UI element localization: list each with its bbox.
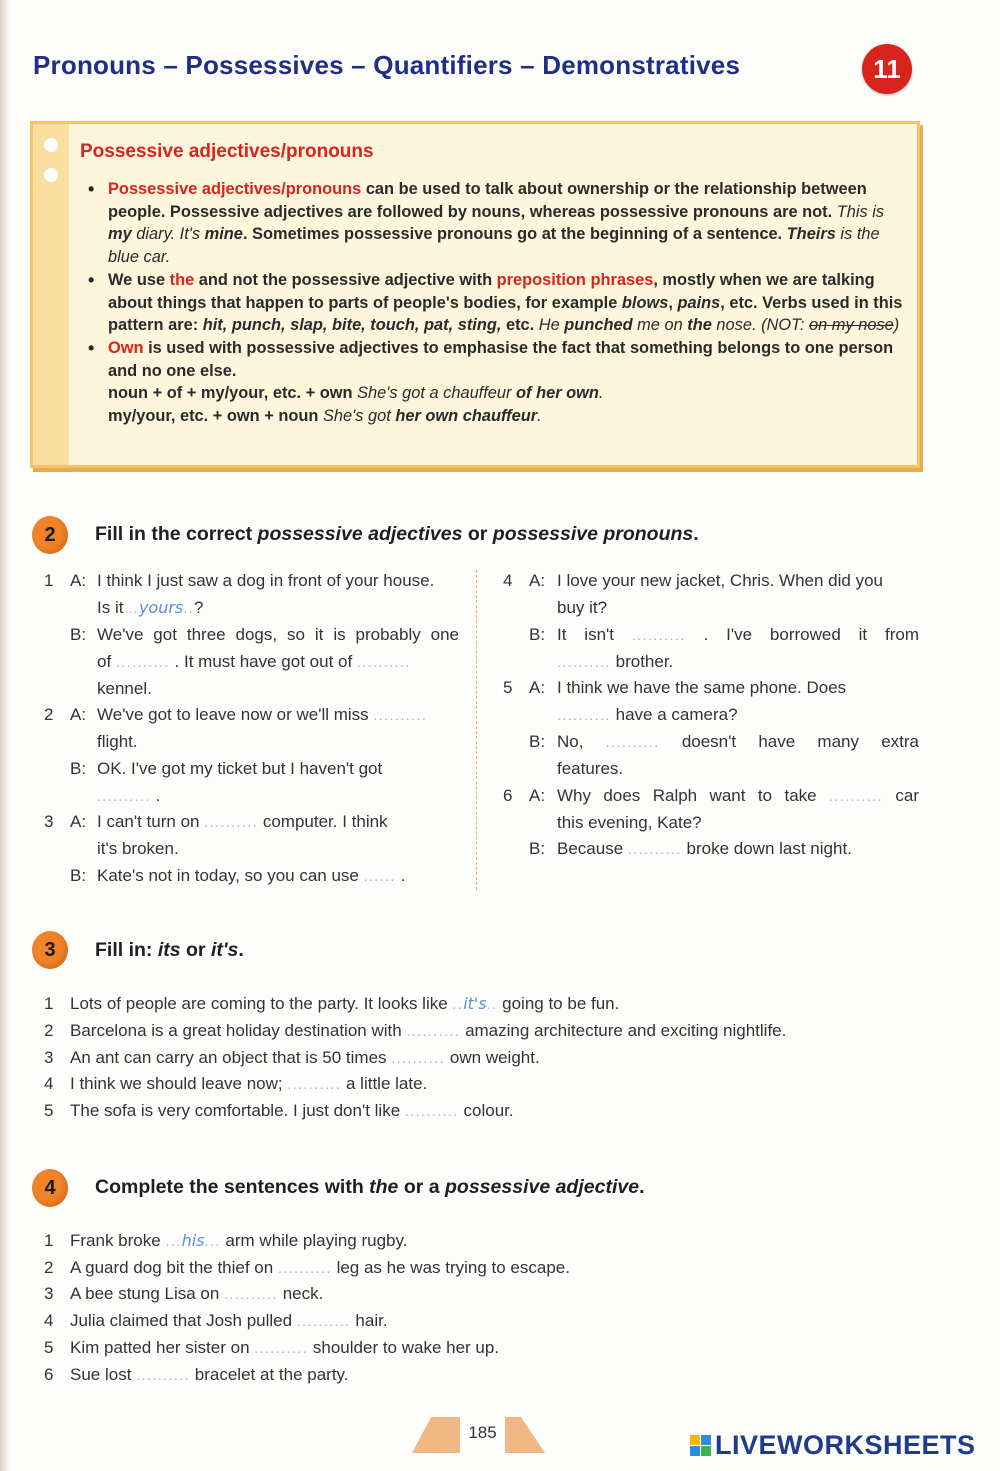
ex3-item: 4 I think we should leave now; .......... a little late. xyxy=(44,1074,428,1093)
ex2-q4-b-line1: It isn't .......... . I've borrowed it from xyxy=(557,622,919,649)
exercise-2-right-column: 4 A: I love your new jacket, Chris. When did you buy it? B: It isn't .......... . I've borrowed it from .......... brother. 5 A: I think we have the same phone. Does .......... have a camera? B: No, .......... doesn't have many extra features. 6 A: Why does Ralph want to take .......... car this evening, Kate? B: Because .......... broke down last night. xyxy=(503,568,923,868)
exercise-3-title: Fill in: its or it's. xyxy=(95,939,244,961)
ex4-item: 6 Sue lost .......... bracelet at the party. xyxy=(44,1365,349,1384)
binder-hole xyxy=(44,138,58,152)
unit-number-badge: 11 xyxy=(862,44,912,94)
answer-blank[interactable]: .......... xyxy=(277,1260,332,1276)
answer-blank[interactable]: .......... xyxy=(605,734,660,750)
answer-blank[interactable]: .......... xyxy=(204,814,259,830)
answer-blank[interactable]: .......... xyxy=(391,1050,446,1066)
answer-blank[interactable]: .......... xyxy=(373,707,428,723)
exercise-3-badge: 3 xyxy=(32,931,68,969)
answer-blank[interactable]: .......... xyxy=(224,1286,278,1302)
exercise-2-left-column: 1 A: I think I just saw a dog in front of your house. Is it ..yours..? B: We've got three dogs, so it is probably one of .......... . It must have got out of .......... kennel. 2 A: We've got to leave now or we'll miss .......... flight. B: OK. I've got my ticket but I haven't got .......... . 3 A: I can't turn on .......... computer. I think it's broken. B: Kate's not in today, so you can use ...... . xyxy=(44,568,464,898)
answer-blank[interactable]: .......... xyxy=(254,1340,309,1356)
answer-blank[interactable]: .......... xyxy=(557,654,611,670)
ex2-q3-b-line1: Kate's not in today, so you can use ...... . xyxy=(97,863,405,890)
exercise-2-badge: 2 xyxy=(32,516,68,554)
answer-blank[interactable]: ...... xyxy=(363,868,396,884)
answer-blank[interactable]: .......... xyxy=(627,841,682,857)
rule-own: • Own is used with possessive adjectives to emphasise the fact that something belongs to one person and no one else. noun + of + my/your, etc. + own She's got a chauffeur of her own. my/your, etc. + own + noun She's got her own chauffeur. xyxy=(85,337,911,428)
ex2-q1-a-line2: Is it ..yours..? xyxy=(97,598,204,617)
theory-box xyxy=(30,121,920,468)
ex4-item: 4 Julia claimed that Josh pulled .......... hair. xyxy=(44,1311,388,1330)
sample-answer: yours xyxy=(138,598,184,617)
ex3-item: 3 An ant can carry an object that is 50 times .......... own weight. xyxy=(44,1048,540,1067)
ex2-q6-a-line1: Why does Ralph want to take .......... car xyxy=(557,783,919,810)
liveworksheets-brand: LIVEWORKSHEETS xyxy=(715,1430,976,1460)
ex3-item: 1 Lots of people are coming to the party. It looks like ..it's.. going to be fun. xyxy=(44,994,620,1013)
exercise-4-title: Complete the sentences with the or a possessive adjective. xyxy=(95,1176,645,1198)
ex2-q5-a-line2: .......... have a camera? xyxy=(557,702,738,729)
page-edge xyxy=(0,0,10,1471)
ex2-q1-b-line2: of .......... . It must have got out of .......... xyxy=(97,649,411,676)
exercise-2-title: Fill in the correct possessive adjectives or possessive pronouns. xyxy=(95,523,699,545)
answer-blank[interactable]: .......... xyxy=(115,654,170,670)
answer-blank[interactable]: .......... xyxy=(557,707,611,723)
ex2-q2-b-line2: .......... . xyxy=(97,783,160,810)
liveworksheets-logo[interactable] xyxy=(690,1430,976,1461)
page-tab-right xyxy=(505,1417,545,1453)
sample-answer: his xyxy=(181,1231,205,1250)
binder-hole xyxy=(44,168,58,182)
rule-preposition-phrases: • We use the and not the possessive adjective with preposition phrases, mostly when we are talking about things that happen to parts of people's bodies, for example blows, pains, etc. Verbs used in this pattern are: hit, punch, slap, bite, touch, pat, sting, etc. He punched me on the nose. (NOT: on my nose) xyxy=(85,269,911,337)
ex4-item: 5 Kim patted her sister on .......... shoulder to wake her up. xyxy=(44,1338,500,1357)
page-number: 185 xyxy=(468,1423,497,1442)
page-title: Pronouns – Possessives – Quantifiers – Demonstratives xyxy=(33,50,741,80)
answer-blank[interactable]: .......... xyxy=(356,654,411,670)
answer-blank[interactable]: .......... xyxy=(406,1023,461,1039)
ex4-item: 2 A guard dog bit the thief on .......... leg as he was trying to escape. xyxy=(44,1258,570,1277)
ex3-item: 2 Barcelona is a great holiday destination with .......... amazing architecture and exciting nightlife. xyxy=(44,1021,787,1040)
exercise-4-badge: 4 xyxy=(32,1169,68,1207)
answer-blank[interactable]: .......... xyxy=(404,1103,459,1119)
theory-rules xyxy=(85,178,911,428)
ex4-item: 3 A bee stung Lisa on .......... neck. xyxy=(44,1284,324,1303)
ex2-q2-a-line1: We've got to leave now or we'll miss .......... xyxy=(97,702,427,729)
ex2-q3-a-line1: I can't turn on .......... computer. I think xyxy=(97,809,388,836)
answer-blank[interactable]: .......... xyxy=(97,788,151,804)
answer-blank[interactable]: .......... xyxy=(631,627,686,643)
liveworksheets-icon xyxy=(690,1435,711,1456)
ex2-q4-b-line2: .......... brother. xyxy=(557,649,673,676)
answer-blank[interactable]: .......... xyxy=(829,788,883,804)
answer-blank[interactable]: .......... xyxy=(287,1076,342,1092)
answer-blank[interactable]: .......... xyxy=(136,1367,191,1383)
column-divider xyxy=(476,570,477,890)
ex4-item: 1 Frank broke ...his... arm while playing rugby. xyxy=(44,1231,408,1250)
answer-blank[interactable]: .......... xyxy=(296,1313,351,1329)
ex3-item: 5 The sofa is very comfortable. I just don't like .......... colour. xyxy=(44,1101,514,1120)
theory-heading: Possessive adjectives/pronouns xyxy=(80,141,374,162)
ex2-q5-b-line1: No, .......... doesn't have many extra xyxy=(557,729,919,756)
page-tab-left xyxy=(412,1417,460,1453)
ex2-q6-b-line1: Because .......... broke down last night. xyxy=(557,836,852,863)
rule-ownership: • Possessive adjectives/pronouns can be used to talk about ownership or the relationship between people. Possessive adjectives are followed by nouns, whereas possessive pronouns are not. This is my diary. It's mine. Sometimes possessive pronouns go at the beginning of a sentence. Theirs is the blue car. xyxy=(85,178,911,269)
sample-answer: it's xyxy=(463,994,487,1013)
